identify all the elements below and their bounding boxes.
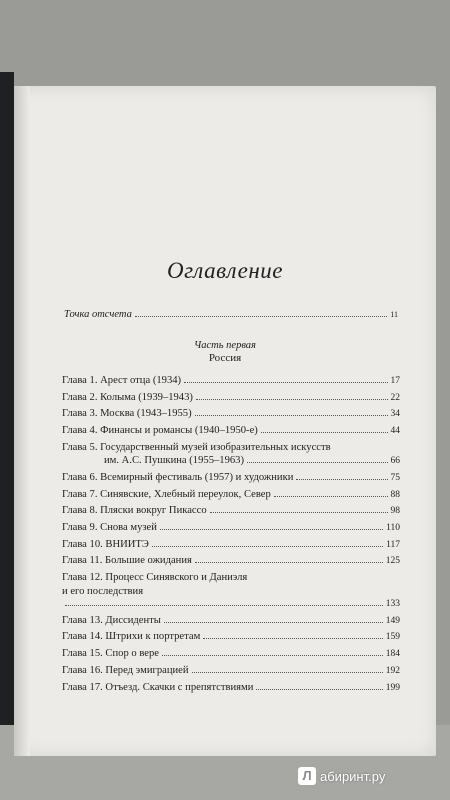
- toc-row: [62, 681, 400, 696]
- toc-row: [62, 630, 400, 645]
- dot-leader: [195, 415, 388, 416]
- chapter-page: 66: [390, 456, 400, 467]
- chapter-label: Глава 6. Всемирный фестиваль (1957) и художники: [62, 471, 294, 483]
- toc-row: [62, 571, 400, 585]
- chapter-page: 34: [390, 409, 400, 420]
- dot-leader: [261, 432, 388, 433]
- toc-row: [62, 538, 400, 553]
- part-heading: [14, 340, 436, 364]
- dot-leader: [65, 605, 383, 606]
- toc-row: [62, 374, 400, 389]
- chapter-label: Глава 8. Пляски вокруг Пикассо: [62, 505, 207, 517]
- toc-start-label: Точка отсчета: [64, 309, 132, 320]
- dot-leader: [210, 512, 388, 513]
- chapter-page: 159: [385, 632, 400, 643]
- dot-leader: [256, 689, 382, 690]
- chapter-label: Глава 4. Финансы и романсы (1940–1950-е): [62, 425, 258, 437]
- dot-leader: [203, 638, 382, 639]
- toc-start-page: 11: [390, 310, 398, 319]
- chapter-label: Глава 10. ВНИИТЭ: [62, 538, 149, 550]
- part-title: Часть первая: [194, 340, 256, 351]
- chapter-label: Глава 3. Москва (1943–1955): [62, 408, 192, 420]
- chapter-page: 88: [390, 489, 400, 500]
- chapter-page: 110: [386, 523, 400, 533]
- chapter-page: 117: [386, 539, 400, 550]
- chapter-page: 98: [390, 506, 400, 517]
- labirint-watermark: [298, 767, 385, 785]
- chapter-page: 75: [390, 472, 400, 483]
- toc-row: [62, 471, 400, 486]
- dot-leader: [195, 562, 383, 563]
- chapter-page: 44: [390, 426, 400, 437]
- chapter-page: 149: [385, 615, 400, 626]
- dot-leader: [184, 382, 387, 383]
- book-cover-edge: [0, 72, 14, 732]
- labirint-logo-icon: [298, 767, 316, 785]
- toc-row: [62, 521, 400, 536]
- toc-row: [62, 504, 400, 519]
- dot-leader: [135, 316, 387, 317]
- book-page: [14, 86, 436, 756]
- chapter-page: 192: [385, 665, 400, 676]
- dot-leader: [274, 496, 388, 497]
- chapter-page: 22: [390, 392, 400, 403]
- dot-leader: [164, 622, 383, 623]
- chapter-label: Глава 16. Перед эмиграцией: [62, 664, 189, 676]
- toc-row: [62, 488, 400, 503]
- dot-leader: [247, 462, 388, 463]
- chapter-page: 17: [390, 376, 400, 386]
- chapter-page: 125: [385, 556, 400, 567]
- dot-leader: [152, 546, 383, 547]
- chapter-page: 133: [385, 599, 400, 610]
- toc-row: [62, 441, 400, 455]
- chapter-label: Глава 1. Арест отца (1934): [62, 375, 182, 386]
- toc-row: [62, 407, 400, 422]
- chapter-label: Глава 5. Государственный музей изобразительных искусств: [62, 441, 331, 453]
- toc-row: [62, 554, 400, 569]
- toc-row: [62, 647, 400, 662]
- chapter-page: 184: [385, 649, 400, 660]
- chapter-label: Глава 17. Отъезд. Скачки с препятствиями: [62, 681, 254, 693]
- chapter-page: 199: [385, 682, 400, 693]
- dot-leader: [160, 529, 383, 530]
- toc-title: Оглавление: [166, 258, 283, 283]
- chapter-label-continued: и его последствия: [62, 585, 144, 597]
- chapter-label: Глава 9. Снова музей: [62, 522, 157, 533]
- chapter-label: Глава 13. Диссиденты: [62, 614, 161, 626]
- chapter-label: Глава 12. Процесс Синявского и Даниэля: [62, 572, 248, 584]
- part-subtitle: Россия: [208, 352, 242, 364]
- toc-row-continuation: [62, 454, 400, 469]
- toc-row: [62, 664, 400, 679]
- toc-row: [62, 614, 400, 629]
- logo-letter: Л: [302, 768, 312, 783]
- chapter-label: Глава 11. Большие ожидания: [62, 555, 192, 567]
- chapter-label: Глава 15. Спор о вере: [62, 648, 159, 660]
- dot-leader: [162, 655, 383, 656]
- toc-row-continuation: [62, 585, 400, 599]
- toc-row-continuation: [62, 598, 400, 612]
- toc-chapter-list: [62, 374, 400, 697]
- watermark-text: абиринт.ру: [320, 768, 386, 784]
- chapter-label: Глава 7. Синявские, Хлебный переулок, Север: [62, 488, 271, 500]
- chapter-label-continued: им. А.С. Пушкина (1955–1963): [104, 455, 244, 467]
- dot-leader: [296, 479, 387, 480]
- dot-leader: [196, 399, 388, 400]
- dot-leader: [192, 672, 383, 673]
- toc-row: [62, 424, 400, 439]
- chapter-label: Глава 2. Колыма (1939–1943): [62, 391, 193, 403]
- chapter-label: Глава 14. Штрихи к портретам: [62, 631, 201, 643]
- toc-row: [62, 391, 400, 406]
- toc-start-entry: [64, 309, 398, 320]
